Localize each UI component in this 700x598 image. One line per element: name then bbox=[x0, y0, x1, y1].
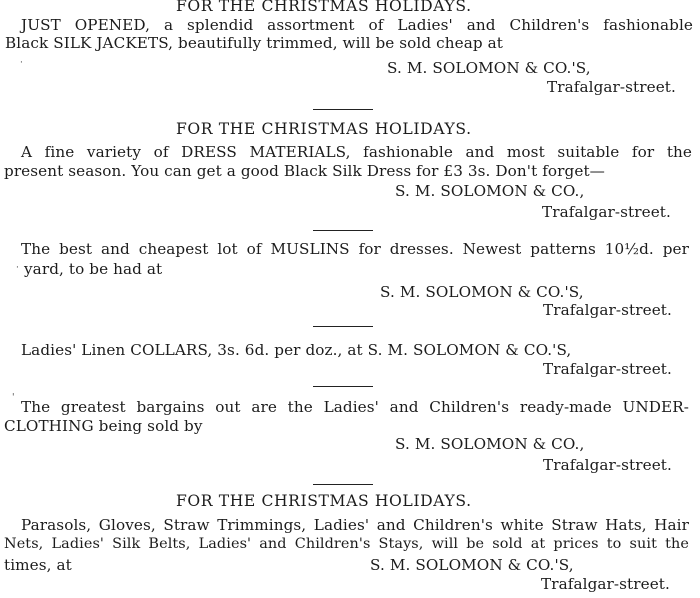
divider-rule bbox=[313, 484, 373, 485]
ad-5-street: Trafalgar-street. bbox=[543, 456, 672, 474]
ad-5-line-2: CLOTHING being sold by bbox=[4, 417, 203, 435]
ad-2-street: Trafalgar-street. bbox=[542, 203, 671, 221]
ad-5-line-1: The greatest bargains out are the Ladies' and Children's ready-made UNDER- bbox=[21, 398, 689, 416]
ad-6-line-2: Nets, Ladies' Silk Belts, Ladies' and Children's Stays, will be sold at prices to suit the bbox=[4, 536, 689, 552]
ad-6-line-3: times, at bbox=[4, 556, 72, 574]
ad-3-street: Trafalgar-street. bbox=[543, 301, 672, 319]
ad-1-heading: FOR THE CHRISTMAS HOLIDAYS. bbox=[176, 0, 472, 15]
print-speck: ' bbox=[12, 393, 15, 403]
ad-4-street: Trafalgar-street. bbox=[543, 360, 672, 378]
ad-6-heading: FOR THE CHRISTMAS HOLIDAYS. bbox=[176, 492, 472, 510]
ad-6-street: Trafalgar-street. bbox=[541, 575, 670, 593]
divider-rule bbox=[313, 386, 373, 387]
print-speck: · bbox=[16, 263, 19, 273]
print-speck: · bbox=[20, 58, 23, 68]
ad-6-line-1: Parasols, Gloves, Straw Trimmings, Ladies' and Children's white Straw Hats, Hair bbox=[21, 516, 689, 534]
ad-2-line-2: present season. You can get a good Black Silk Dress for £3 3s. Don't forget— bbox=[4, 162, 605, 180]
divider-rule bbox=[313, 109, 373, 110]
divider-rule bbox=[313, 230, 373, 231]
ad-2-merchant: S. M. SOLOMON & CO., bbox=[395, 182, 585, 200]
ad-4-line-1: Ladies' Linen COLLARS, 3s. 6d. per doz., at S. M. SOLOMON & CO.'S, bbox=[21, 341, 572, 359]
ad-1-line-2: Black SILK JACKETS, beautifully trimmed, will be sold cheap at bbox=[5, 34, 503, 52]
ad-1-line-1: JUST OPENED, a splendid assortment of Ladies' and Children's fashionable bbox=[21, 16, 693, 34]
ad-3-merchant: S. M. SOLOMON & CO.'S, bbox=[380, 283, 584, 301]
ad-3-line-1: The best and cheapest lot of MUSLINS for dresses. Newest patterns 10½d. per bbox=[21, 240, 689, 258]
ad-1-street: Trafalgar-street. bbox=[547, 78, 676, 96]
ad-5-merchant: S. M. SOLOMON & CO., bbox=[395, 435, 585, 453]
ad-3-line-2: yard, to be had at bbox=[24, 260, 163, 278]
divider-rule bbox=[313, 326, 373, 327]
ad-1-merchant: S. M. SOLOMON & CO.'S, bbox=[387, 59, 591, 77]
ad-6-merchant: S. M. SOLOMON & CO.'S, bbox=[370, 556, 574, 574]
ad-2-line-1: A fine variety of DRESS MATERIALS, fashionable and most suitable for the bbox=[21, 143, 692, 161]
ad-2-heading: FOR THE CHRISTMAS HOLIDAYS. bbox=[176, 120, 472, 138]
